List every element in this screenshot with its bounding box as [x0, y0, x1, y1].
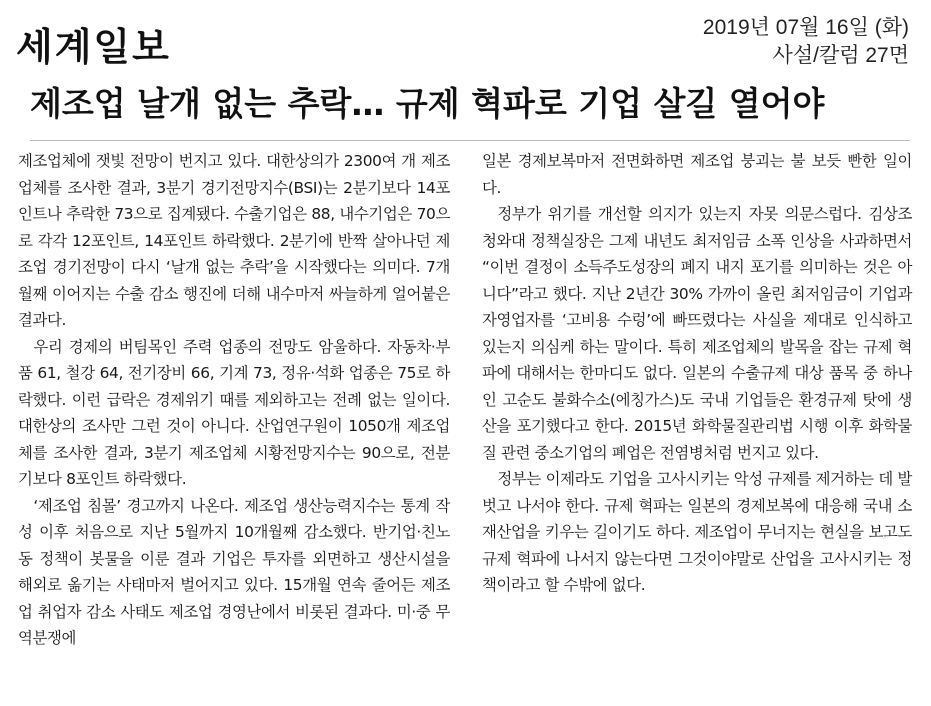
paragraph: 정부는 이제라도 기업을 고사시키는 악성 규제를 제거하는 데 발 벗고 나서야 한다. 규제 혁파는 일본의 경제보복에 대응해 국내 소재산업을 키우는 길이기도 하다. 제조업이 무너지는 현실을 보고도 규제 혁파에 나서지 않는다면 그것이야말로 산업을 고사시키는 정책이라고 할 수밖에 없다. [482, 470, 912, 594]
paragraph: 우리 경제의 버팀목인 주력 업종의 전망도 암울하다. 자동차·부품 61, 철강 64, 전기장비 66, 기계 73, 정유·석화 업종은 75로 하락했다. 이런 급락은 경제위기 때를 제외하고는 전례 없는 일이다. 대한상의 조사만 그런 것이 아니다. 산업연구원이 1050개 제조업체를 조사한 결과, 3분기 제조업체 시황전망지수는 90으로, 전분기보다 8포인트 하락했다. [18, 337, 450, 488]
paragraph: 정부가 위기를 개선할 의지가 있는지 자못 의문스럽다. 김상조 청와대 정책실장은 그제 내년도 최저임금 소폭 인상을 사과하면서 “이번 결정이 소득주도성장의 폐지 내지 포기를 의미하는 것은 아니다”라고 했다. 지난 2년간 30% 가까이 올린 최저임금이 기업과 자영업자를 ‘고비용 수렁’에 빠뜨렸다는 사실을 제대로 인식하고 있는지 의심케 하는 말이다. 특히 제조업체의 발목을 잡는 규제 혁파에 대해서는 한마디도 없다. 일본의 수출규제 대상 품목 중 하나인 고순도 불화수소(에칭가스)도 국내 기업들은 환경규제 탓에 생산을 포기했다고 한다. 2015년 화학물질관리법 시행 이후 화학물질 관련 중소기업의 폐업은 전염병처럼 번지고 있다. [482, 205, 912, 462]
article-meta [703, 14, 909, 70]
article-headline: 제조업 날개 없는 추락… 규제 혁파로 기업 살길 열어야 [30, 84, 825, 123]
article-column-left [18, 148, 450, 652]
paragraph: ‘제조업 침몰’ 경고까지 나온다. 제조업 생산능력지수는 통계 작성 이후 처음으로 지난 5월까지 10개월째 감소했다. 반기업·친노동 정책이 봇물을 이룬 결과 기업은 투자를 외면하고 생산시설을 해외로 옮기는 사태마저 벌어지고 있다. 15개월 연속 줄어든 제조업 취업자 감소 사태도 제조업 경영난에서 비롯된 결과다. 미·중 무역분쟁에 [18, 496, 450, 647]
paragraph: 일본 경제보복마저 전면화하면 제조업 붕괴는 불 보듯 빤한 일이다. [482, 152, 912, 197]
section-page: 사설/칼럼 27면 [772, 44, 909, 67]
headline-divider [30, 140, 910, 141]
paragraph: 제조업체에 잿빛 전망이 번지고 있다. 대한상의가 2300여 개 제조업체를 조사한 결과, 3분기 경기전망지수(BSI)는 2분기보다 14포인트나 추락한 73으로 집계됐다. 수출기업은 88, 내수기업은 70으로 각각 12포인트, 14포인트 하락했다. 2분기에 반짝 살아나던 제조업 경기전망이 다시 ‘날개 없는 추락’을 시작했다는 의미다. 7개월째 이어지는 수출 감소 행진에 더해 내수마저 싸늘하게 얼어붙은 결과다. [18, 152, 450, 329]
article-column-right [482, 148, 912, 599]
newspaper-masthead: 세계일보 [16, 25, 171, 69]
publication-date: 2019년 07월 16일 (화) [702, 16, 909, 39]
